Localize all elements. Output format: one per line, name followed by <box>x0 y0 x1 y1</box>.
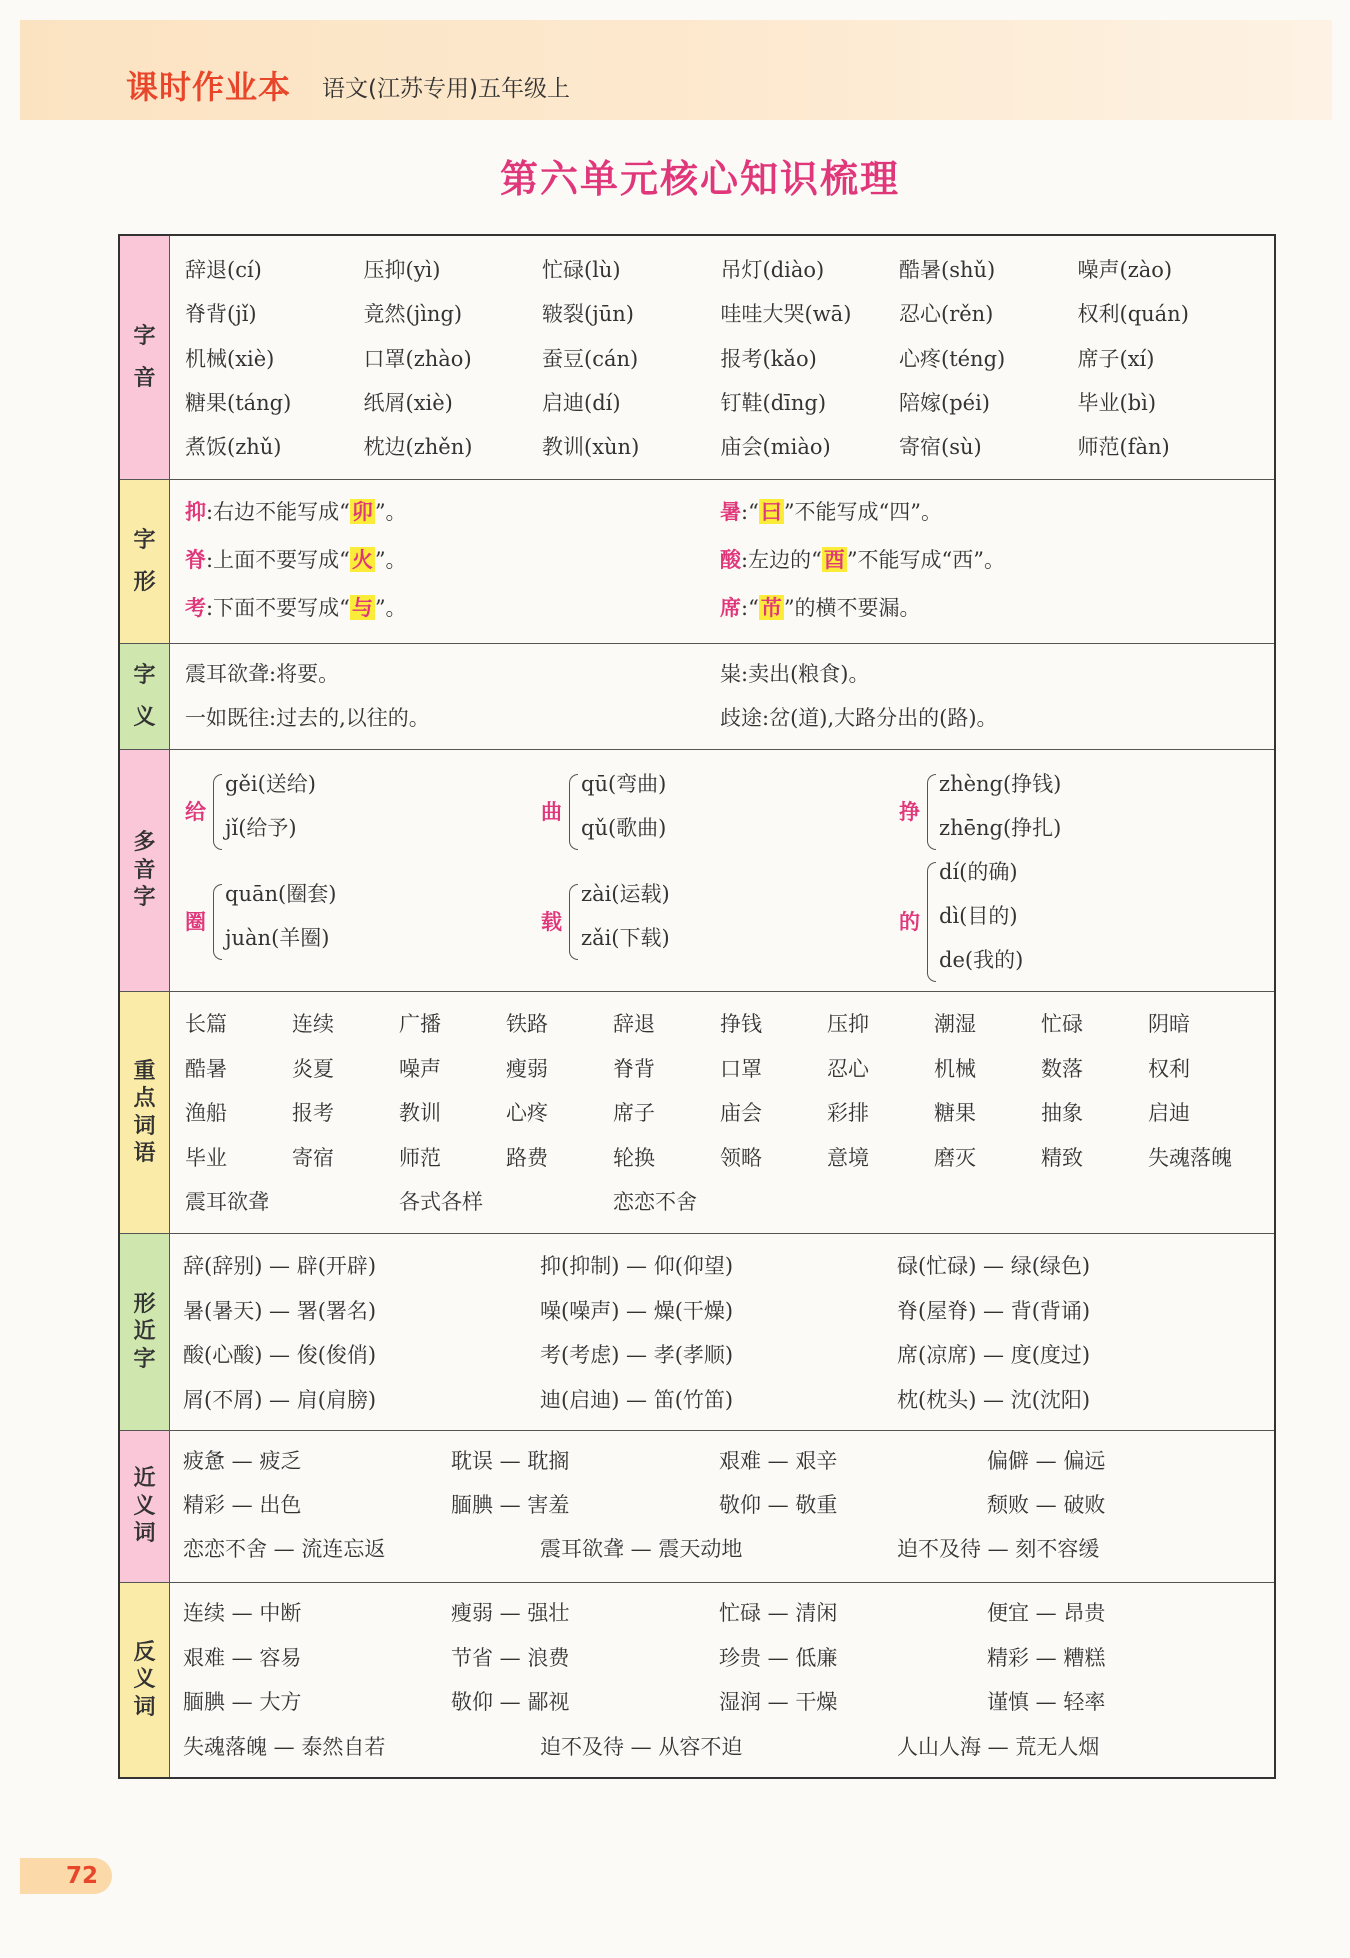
section-ziyin <box>120 236 1274 480</box>
glyph-rule-text: ”不能写成“四”。 <box>783 500 943 524</box>
glyph-note <box>185 496 407 526</box>
antonym-pair: 迫不及待 — 从容不迫 <box>540 1734 743 1759</box>
antonym-pair: 失魂落魄 — 泰然自若 <box>183 1734 386 1759</box>
glyph-note <box>720 544 1005 574</box>
key-word: 磨灭 <box>934 1145 976 1170</box>
pronunciation-item: 辞退(cí) <box>185 258 262 282</box>
pronunciation-item: 枕边(zhěn) <box>363 435 473 460</box>
glyph-rule-text: :左边的“ <box>741 548 822 572</box>
glyph-rule-text: ”。 <box>374 548 407 572</box>
pronunciation-item: 忙碌(lù) <box>542 258 621 282</box>
synonym-pair: 迫不及待 — 刻不容缓 <box>897 1537 1100 1561</box>
meaning-item: 歧途:岔(道),大路分出的(路)。 <box>720 706 998 730</box>
antonym-pair: 敬仰 — 鄙视 <box>451 1690 570 1714</box>
polyphone-char: 曲 <box>541 799 562 824</box>
key-word: 铁路 <box>506 1012 548 1036</box>
glyph-rule-text: :下面不要写成“ <box>206 596 350 620</box>
subject-label: 语文(江苏专用)五年级上 <box>322 76 570 102</box>
polyphone-reading: zǎi(下载) <box>581 926 670 950</box>
pronunciation-item: 噪声(zào) <box>1077 258 1173 282</box>
glyph-rule-text: :右边不能写成“ <box>206 500 350 524</box>
key-word: 潮湿 <box>934 1012 976 1036</box>
pronunciation-item: 庙会(miào) <box>720 435 831 460</box>
antonym-pair: 节省 — 浪费 <box>451 1645 570 1670</box>
section-duoyin <box>120 750 1274 992</box>
brace-icon <box>927 774 936 850</box>
glyph-char: 考 <box>185 595 206 620</box>
similar-chars-pair: 枕(枕头) — 沈(沈阳) <box>897 1387 1091 1412</box>
key-word: 脊背 <box>613 1056 655 1081</box>
glyph-highlight: 酉 <box>823 547 845 572</box>
brace-icon <box>927 862 936 982</box>
polyphone-reading: dí(的确) <box>939 860 1018 884</box>
polyphone-reading: dì(目的) <box>939 904 1018 928</box>
glyph-note <box>720 496 942 526</box>
synonym-pair: 精彩 — 出色 <box>183 1493 302 1517</box>
glyph-rule-text: ”。 <box>374 596 407 620</box>
key-word: 噪声 <box>399 1056 441 1081</box>
synonyms-grid <box>171 1431 1274 1582</box>
key-word: 精致 <box>1041 1145 1083 1170</box>
glyph-highlight: 曰 <box>760 499 782 524</box>
glyph-rule-text: :“ <box>741 596 759 620</box>
pronunciation-item: 煮饭(zhǔ) <box>185 435 282 460</box>
glyph-highlight: 卯 <box>351 499 373 524</box>
synonym-pair: 偏僻 — 偏远 <box>987 1449 1106 1473</box>
key-word: 挣钱 <box>720 1012 762 1036</box>
pronunciation-item: 心疼(téng) <box>899 346 1006 371</box>
glyph-rule-text: ”的横不要漏。 <box>783 596 921 620</box>
page-title: 第六单元核心知识梳理 <box>499 157 900 201</box>
polyphone-reading: qǔ(歌曲) <box>581 816 667 840</box>
pronunciation-item: 吊灯(diào) <box>720 258 825 282</box>
key-words-grid <box>171 992 1274 1233</box>
key-word: 忙碌 <box>1041 1012 1083 1036</box>
antonym-pair: 瘦弱 — 强壮 <box>451 1601 570 1625</box>
pronunciation-item: 忍心(rěn) <box>899 302 994 327</box>
synonym-pair: 敬仰 — 敬重 <box>719 1493 838 1517</box>
brace-icon <box>569 884 578 960</box>
similar-chars-grid <box>171 1234 1274 1430</box>
key-word: 抽象 <box>1041 1101 1083 1125</box>
antonym-pair: 腼腆 — 大方 <box>183 1690 302 1714</box>
polyphone-reading: gěi(送给) <box>225 772 316 796</box>
key-word: 路费 <box>506 1145 548 1170</box>
glyph-note <box>720 592 921 622</box>
key-word: 权利 <box>1148 1056 1190 1081</box>
polyphone-char: 圈 <box>185 909 206 934</box>
section-label-fanyi: 反 义 词 <box>120 1583 170 1777</box>
similar-chars-pair: 暑(暑天) — 署(署名) <box>183 1298 377 1323</box>
key-word: 连续 <box>292 1012 334 1036</box>
brace-icon <box>213 774 222 850</box>
polyphone-reading: qū(弯曲) <box>581 772 667 796</box>
similar-chars-pair: 屑(不屑) — 肩(肩膀) <box>183 1387 377 1412</box>
pronunciation-item: 报考(kǎo) <box>720 346 817 371</box>
pronunciation-item: 陪嫁(péi) <box>899 390 990 415</box>
section-label-jinyi: 近 义 词 <box>120 1431 170 1582</box>
key-word: 启迪 <box>1148 1101 1190 1125</box>
antonym-pair: 珍贵 — 低廉 <box>719 1645 838 1670</box>
glyph-rule-text: :“ <box>741 500 759 524</box>
key-word: 瘦弱 <box>506 1056 548 1081</box>
glyph-notes <box>171 480 1274 643</box>
synonym-pair: 震耳欲聋 — 震天动地 <box>540 1537 743 1561</box>
pronunciation-item: 钉鞋(dīng) <box>720 390 827 415</box>
antonyms-grid <box>171 1583 1274 1777</box>
antonym-pair: 连续 — 中断 <box>183 1601 302 1625</box>
brace-icon <box>213 884 222 960</box>
key-word: 长篇 <box>185 1012 227 1036</box>
antonym-pair: 艰难 — 容易 <box>183 1645 302 1670</box>
pronunciation-item: 糖果(táng) <box>185 390 292 415</box>
pronunciation-grid <box>171 236 1274 479</box>
glyph-highlight: 芇 <box>760 595 782 620</box>
similar-chars-pair: 考(考虑) — 孝(孝顺) <box>540 1343 734 1367</box>
pronunciation-item: 竟然(jìng) <box>363 302 463 327</box>
glyph-char: 脊 <box>185 547 206 572</box>
pronunciation-item: 皲裂(jūn) <box>542 302 634 327</box>
key-word: 忍心 <box>827 1056 869 1081</box>
polyphone-reading: jǐ(给予) <box>225 816 297 840</box>
key-word: 席子 <box>613 1101 655 1125</box>
key-word: 意境 <box>827 1145 869 1170</box>
section-jinyi <box>120 1431 1274 1583</box>
page-number: 72 <box>20 1858 112 1894</box>
glyph-rule-text: ”不能写成“西”。 <box>846 548 1006 572</box>
glyph-char: 暑 <box>720 499 741 524</box>
glyph-char: 抑 <box>185 499 206 524</box>
pronunciation-item: 席子(xí) <box>1077 346 1155 371</box>
pronunciation-item: 机械(xiè) <box>185 346 275 371</box>
key-word: 口罩 <box>720 1056 762 1081</box>
glyph-rule-text: :上面不要写成“ <box>206 548 350 572</box>
knowledge-table <box>118 234 1276 1779</box>
section-zixing <box>120 480 1274 644</box>
antonym-pair: 谨慎 — 轻率 <box>987 1690 1106 1714</box>
synonym-pair: 疲惫 — 疲乏 <box>183 1449 302 1473</box>
pronunciation-item: 口罩(zhào) <box>363 346 472 371</box>
brand-title: 课时作业本 <box>126 68 292 106</box>
polyphone-char: 给 <box>185 799 206 824</box>
glyph-rule-text: ”。 <box>374 500 407 524</box>
antonym-pair: 便宜 — 昂贵 <box>987 1601 1106 1625</box>
synonym-pair: 耽误 — 耽搁 <box>451 1449 570 1473</box>
meaning-item: 粜:卖出(粮食)。 <box>720 662 870 686</box>
glyph-highlight: 与 <box>351 595 373 620</box>
similar-chars-pair: 脊(屋脊) — 背(背诵) <box>897 1298 1091 1323</box>
key-word: 领略 <box>720 1145 762 1170</box>
key-word: 辞退 <box>613 1012 655 1036</box>
key-word: 渔船 <box>185 1101 227 1125</box>
pronunciation-item: 权利(quán) <box>1077 302 1189 327</box>
section-label-ziyin: 字 音 <box>120 236 170 479</box>
antonym-pair: 人山人海 — 荒无人烟 <box>897 1734 1100 1759</box>
antonym-pair: 精彩 — 糟糕 <box>987 1645 1106 1670</box>
key-word: 压抑 <box>827 1012 869 1036</box>
similar-chars-pair: 碌(忙碌) — 绿(绿色) <box>897 1254 1091 1278</box>
key-word: 寄宿 <box>292 1145 334 1170</box>
pronunciation-item: 脊背(jǐ) <box>185 302 257 327</box>
key-word: 各式各样 <box>399 1190 483 1214</box>
synonym-pair: 颓败 — 破败 <box>987 1493 1106 1517</box>
section-label-ziyi: 字 义 <box>120 644 170 749</box>
antonym-pair: 湿润 — 干燥 <box>719 1690 838 1714</box>
pronunciation-item: 纸屑(xiè) <box>363 390 453 415</box>
pronunciation-item: 启迪(dí) <box>542 390 621 415</box>
key-word: 师范 <box>399 1145 441 1170</box>
polyphone-reading: juàn(羊圈) <box>225 926 330 950</box>
similar-chars-pair: 辞(辞别) — 辟(开辟) <box>183 1254 377 1278</box>
key-word: 震耳欲聋 <box>185 1190 269 1214</box>
pronunciation-item: 蚕豆(cán) <box>542 346 639 371</box>
meaning-item: 震耳欲聋:将要。 <box>185 662 340 686</box>
section-fanyi <box>120 1583 1274 1777</box>
polyphone-groups <box>171 750 1274 991</box>
key-word: 失魂落魄 <box>1148 1145 1232 1170</box>
pronunciation-item: 毕业(bì) <box>1077 390 1157 415</box>
pronunciation-item: 师范(fàn) <box>1077 435 1170 460</box>
glyph-highlight: 火 <box>351 547 373 572</box>
pronunciation-item: 酷暑(shǔ) <box>899 258 996 282</box>
key-word: 机械 <box>934 1056 976 1081</box>
polyphone-char: 的 <box>899 909 920 934</box>
similar-chars-pair: 噪(噪声) — 燥(干燥) <box>540 1298 734 1323</box>
key-word: 庙会 <box>720 1101 762 1125</box>
key-word: 报考 <box>292 1101 334 1125</box>
key-word: 教训 <box>399 1101 441 1125</box>
meaning-item: 一如既往:过去的,以往的。 <box>185 706 430 730</box>
section-ziyi <box>120 644 1274 750</box>
pronunciation-item: 哇哇大哭(wā) <box>720 302 852 327</box>
key-word: 广播 <box>399 1012 441 1036</box>
synonym-pair: 艰难 — 艰辛 <box>719 1449 838 1473</box>
similar-chars-pair: 席(凉席) — 度(度过) <box>897 1343 1091 1367</box>
meaning-notes <box>171 644 1274 749</box>
glyph-note <box>185 544 407 574</box>
similar-chars-pair: 抑(抑制) — 仰(仰望) <box>540 1254 734 1278</box>
key-word: 阴暗 <box>1148 1012 1190 1036</box>
polyphone-reading: zài(运载) <box>581 882 670 906</box>
glyph-char: 酸 <box>720 547 741 572</box>
similar-chars-pair: 迪(启迪) — 笛(竹笛) <box>540 1387 734 1412</box>
synonym-pair: 恋恋不舍 — 流连忘返 <box>183 1537 386 1561</box>
key-word: 心疼 <box>506 1101 548 1125</box>
section-xingjin <box>120 1234 1274 1431</box>
key-word: 毕业 <box>185 1145 227 1170</box>
section-label-ciyu: 重 点 词 语 <box>120 992 170 1233</box>
key-word: 轮换 <box>613 1145 655 1170</box>
section-label-xingjin: 形 近 字 <box>120 1234 170 1430</box>
polyphone-reading: quān(圈套) <box>225 882 337 906</box>
glyph-char: 席 <box>720 595 741 620</box>
antonym-pair: 忙碌 — 清闲 <box>719 1601 838 1625</box>
key-word: 数落 <box>1041 1056 1083 1081</box>
pronunciation-item: 教训(xùn) <box>542 435 640 460</box>
brace-icon <box>569 774 578 850</box>
polyphone-reading: zhèng(挣钱) <box>939 772 1062 796</box>
key-word: 彩排 <box>827 1101 869 1125</box>
key-word: 酷暑 <box>185 1056 227 1081</box>
key-word: 糖果 <box>934 1101 976 1125</box>
similar-chars-pair: 酸(心酸) — 俊(俊俏) <box>183 1343 377 1367</box>
glyph-note <box>185 592 407 622</box>
section-label-zixing: 字 形 <box>120 480 170 643</box>
polyphone-reading: zhēng(挣扎) <box>939 816 1062 840</box>
polyphone-char: 挣 <box>899 799 920 824</box>
synonym-pair: 腼腆 — 害羞 <box>451 1493 570 1517</box>
pronunciation-item: 压抑(yì) <box>363 258 441 282</box>
polyphone-reading: de(我的) <box>939 948 1024 972</box>
pronunciation-item: 寄宿(sù) <box>899 435 982 460</box>
key-word: 恋恋不舍 <box>613 1190 697 1214</box>
key-word: 炎夏 <box>292 1056 334 1081</box>
section-label-duoyin: 多 音 字 <box>120 750 170 991</box>
section-ciyu <box>120 992 1274 1234</box>
polyphone-char: 载 <box>541 909 562 934</box>
